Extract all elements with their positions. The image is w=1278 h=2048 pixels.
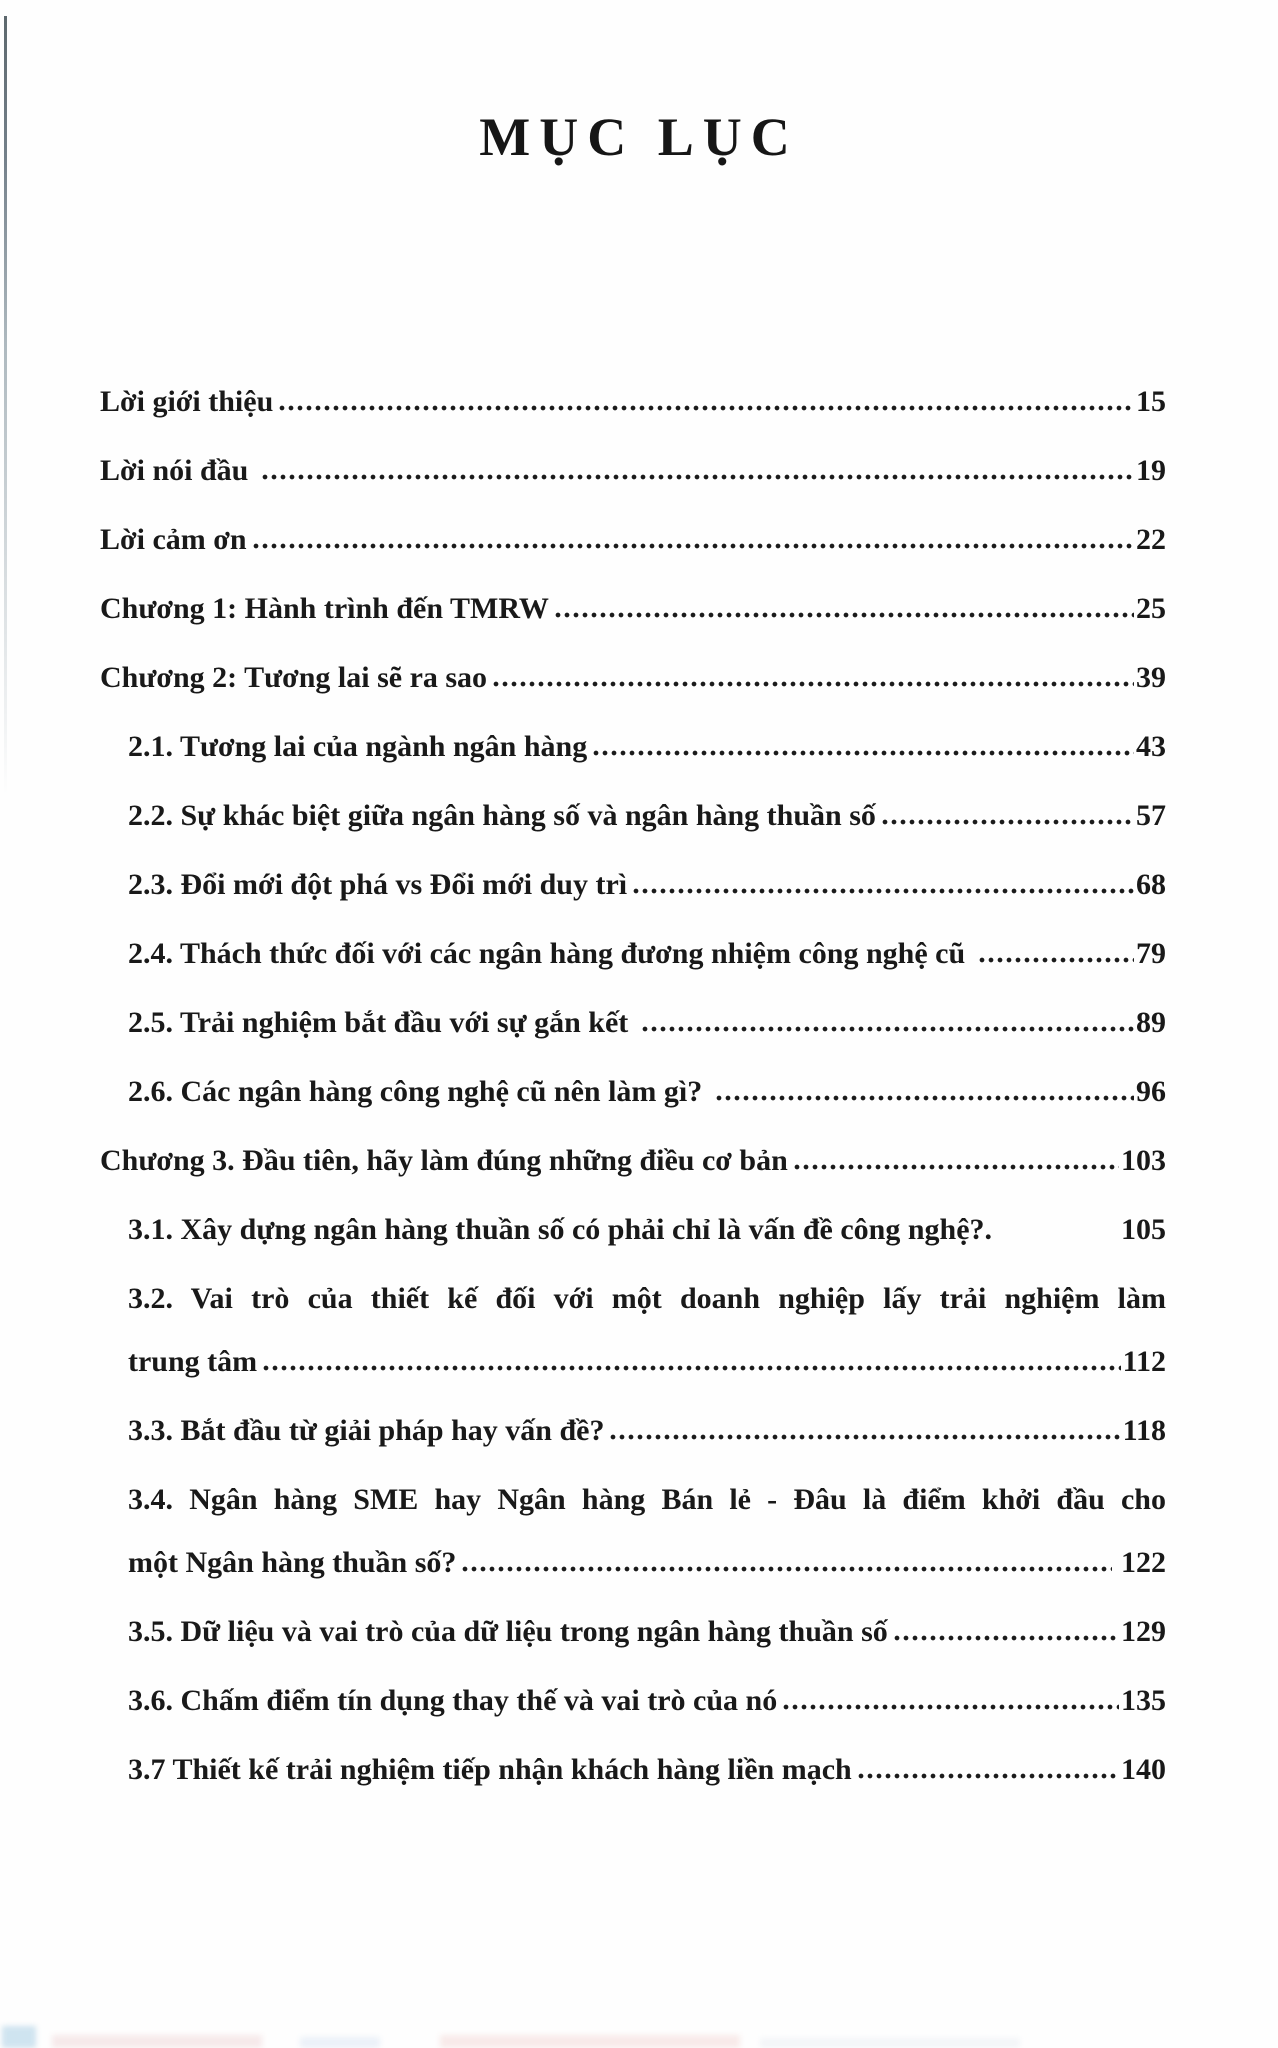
page-number: 103 — [1121, 1144, 1166, 1177]
dot-leader — [782, 1702, 1119, 1712]
page-number: 140 — [1121, 1753, 1166, 1786]
page-number: 96 — [1136, 1075, 1166, 1108]
smudge — [52, 2035, 262, 2048]
dot-leader — [252, 541, 1134, 551]
entry-text: 3.5. Dữ liệu và vai trò của dữ liệu trong ngân hàng thuần số — [128, 1615, 888, 1648]
page-number: 89 — [1136, 1006, 1166, 1039]
page-number: 122 — [1113, 1546, 1166, 1579]
toc-entry — [100, 867, 1166, 902]
toc-entry — [100, 1281, 1166, 1379]
page-number: 118 — [1122, 1414, 1166, 1447]
toc-entry — [100, 1212, 1166, 1247]
toc-entry — [100, 1143, 1166, 1178]
dot-leader — [715, 1093, 1134, 1103]
toc-entry — [100, 936, 1166, 971]
toc-entry — [100, 798, 1166, 833]
entry-text: 2.1. Tương lai của ngành ngân hàng — [128, 730, 588, 763]
toc-entry — [100, 1482, 1166, 1580]
dot-leader — [641, 1024, 1134, 1034]
entry-text: 3.6. Chấm điểm tín dụng thay thế và vai trò của nó — [128, 1684, 778, 1717]
page-title: MỤC LỤC — [479, 107, 799, 167]
entry-text: một Ngân hàng thuần số? — [128, 1546, 457, 1579]
page-number: 22 — [1136, 523, 1166, 556]
page-number: 129 — [1121, 1615, 1166, 1648]
page-number: 68 — [1136, 868, 1166, 901]
dot-leader — [978, 955, 1134, 965]
toc-entry — [100, 729, 1166, 764]
entry-text: Lời giới thiệu — [100, 385, 274, 418]
entry-text: Lời nói đầu — [100, 454, 256, 487]
entry-text: Chương 3. Đầu tiên, hãy làm đúng những điều cơ bản — [100, 1144, 788, 1177]
page-number: 57 — [1136, 799, 1166, 832]
page-number: 112 — [1122, 1345, 1166, 1378]
page-number: 19 — [1136, 454, 1166, 487]
page-number: 43 — [1136, 730, 1166, 763]
dot-leader — [461, 1564, 1111, 1574]
dot-leader — [554, 610, 1134, 620]
smudge — [300, 2037, 380, 2048]
page-number: 15 — [1136, 385, 1166, 418]
entry-text: 3.3. Bắt đầu từ giải pháp hay vấn đề? — [128, 1414, 605, 1447]
entry-text: 3.1. Xây dựng ngân hàng thuần số có phải chỉ là vấn đề công nghệ?. — [128, 1213, 993, 1246]
toc-list — [0, 384, 1278, 1787]
dot-leader — [261, 472, 1134, 482]
entry-text: 2.5. Trải nghiệm bắt đầu với sự gắn kết — [128, 1006, 636, 1039]
page-number: 135 — [1121, 1684, 1166, 1717]
dot-leader — [592, 748, 1134, 758]
entry-text: trung tâm — [128, 1345, 258, 1378]
entry-wrap-line: 3.4. Ngân hàng SME hay Ngân hàng Bán lẻ - Đâu là điểm khởi đầu cho — [128, 1483, 1166, 1516]
entry-wrap-line: 3.2. Vai trò của thiết kế đối với một doanh nghiệp lấy trải nghiệm làm — [128, 1282, 1166, 1315]
toc-entry — [100, 1413, 1166, 1448]
scan-edge-line — [4, 16, 7, 796]
toc-entry — [100, 384, 1166, 419]
toc-entry — [100, 1752, 1166, 1787]
dot-leader — [632, 886, 1134, 896]
page-number: 79 — [1136, 937, 1166, 970]
page-number: 105 — [1121, 1213, 1166, 1246]
dot-leader — [262, 1363, 1120, 1373]
page-number: 25 — [1136, 592, 1166, 625]
entry-text: 2.3. Đổi mới đột phá vs Đổi mới duy trì — [128, 868, 628, 901]
scan-bleed-artifacts — [0, 2022, 1278, 2048]
toc-entry — [100, 522, 1166, 557]
toc-entry — [100, 591, 1166, 626]
dot-leader — [893, 1633, 1119, 1643]
entry-text: Chương 2: Tương lai sẽ ra sao — [100, 661, 488, 694]
toc-entry — [100, 1005, 1166, 1040]
entry-text: 2.2. Sự khác biệt giữa ngân hàng số và ngân hàng thuần số — [128, 799, 876, 832]
dot-leader — [992, 1237, 1121, 1247]
dot-leader — [609, 1432, 1120, 1442]
dot-leader — [492, 679, 1134, 689]
dot-leader — [881, 817, 1134, 827]
entry-text: Chương 1: Hành trình đến TMRW — [100, 592, 549, 625]
entry-text: 3.7 Thiết kế trải nghiệm tiếp nhận khách hàng liền mạch — [128, 1753, 852, 1786]
dot-leader — [793, 1162, 1119, 1172]
smudge — [760, 2038, 1020, 2048]
smudge — [2, 2026, 36, 2048]
toc-entry — [100, 1614, 1166, 1649]
entry-text: Lời cảm ơn — [100, 523, 247, 556]
toc-entry — [100, 453, 1166, 488]
page-number: 39 — [1136, 661, 1166, 694]
smudge — [440, 2035, 740, 2048]
entry-text: 2.4. Thách thức đối với các ngân hàng đương nhiệm công nghệ cũ — [128, 937, 973, 970]
dot-leader — [278, 403, 1134, 413]
toc-entry — [100, 1074, 1166, 1109]
entry-text: 2.6. Các ngân hàng công nghệ cũ nên làm gì? — [128, 1075, 710, 1108]
toc-entry — [100, 1683, 1166, 1718]
toc-entry — [100, 660, 1166, 695]
dot-leader — [857, 1771, 1119, 1781]
